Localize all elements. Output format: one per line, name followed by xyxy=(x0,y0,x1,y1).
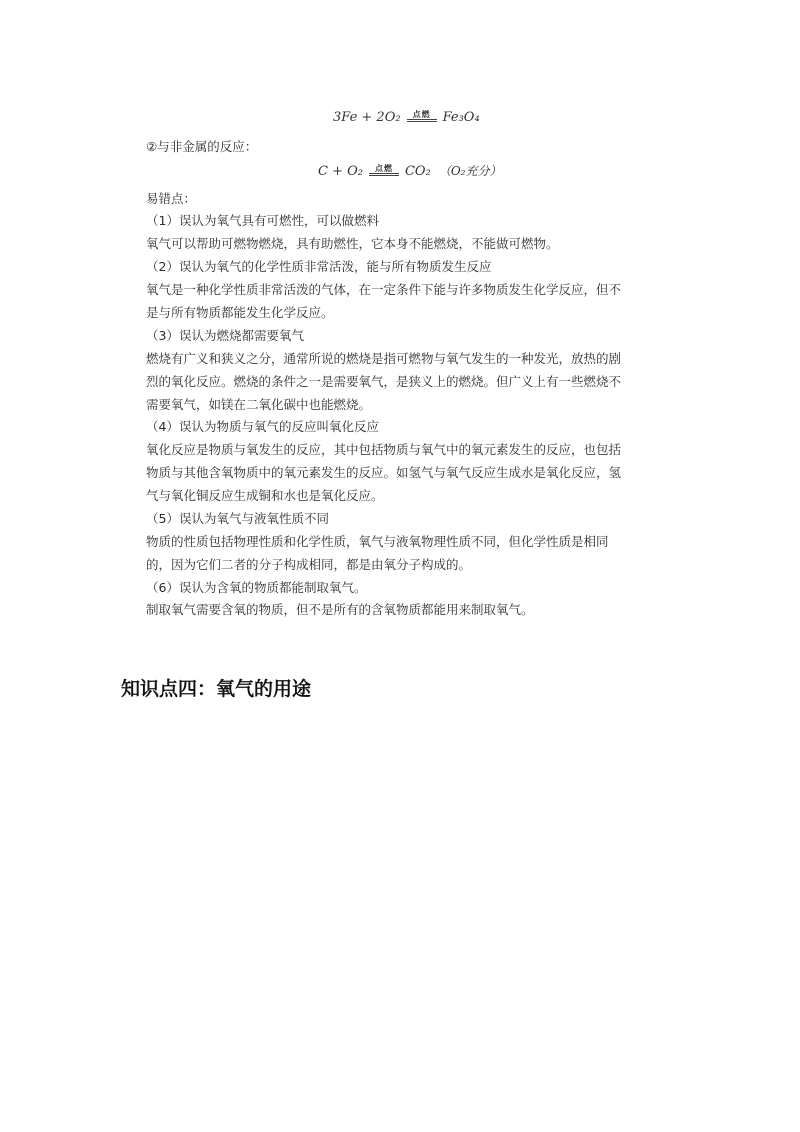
section-subtitle-nonmetal: ②与非金属的反应： xyxy=(146,139,258,154)
mistake-6-text: 制取氧气需要含氧的物质，但不是所有的含氧物质都能用来制取氧气。 xyxy=(146,602,534,617)
condition-label: 点燃 xyxy=(374,164,393,173)
mistake-6-title: （6）误认为含氧的物质都能制取氧气。 xyxy=(146,580,367,595)
equation-carbon-oxygen xyxy=(318,162,501,179)
mistake-5-text: 的，因为它们二者的分子构成相同，都是由氧分子构成的。 xyxy=(146,557,472,572)
equation-note: （O₂充分） xyxy=(438,164,502,178)
reaction-condition xyxy=(407,110,437,122)
mistake-5-text: 物质的性质包括物理性质和化学性质，氧气与液氧物理性质不同，但化学性质是相同 xyxy=(146,534,609,549)
equals-line xyxy=(369,173,399,176)
reaction-condition xyxy=(369,164,399,176)
mistake-1-title: （1）误认为氧气具有可燃性，可以做燃料 xyxy=(146,213,379,228)
mistake-3-text: 燃烧有广义和狭义之分，通常所说的燃烧是指可燃物与氧气发生的一种发光，放热的剧 xyxy=(146,351,622,366)
mistake-4-text: 氧化反应是物质与氧发生的反应，其中包括物质与氧气中的氧元素发生的反应，也包括 xyxy=(146,442,622,457)
mistake-4-title: （4）误认为物质与氧气的反应叫氧化反应 xyxy=(146,419,379,434)
condition-label: 点燃 xyxy=(412,110,431,119)
mistake-2-text: 氧气是一种化学性质非常活泼的气体，在一定条件下能与许多物质发生化学反应，但不 xyxy=(146,282,622,297)
mistake-4-text: 气与氧化铜反应生成铜和水也是氧化反应。 xyxy=(146,488,384,503)
section-heading: 知识点四：氧气的用途 xyxy=(121,678,312,700)
equation-products: CO₂ xyxy=(404,164,431,179)
equation-reactants: C + O₂ xyxy=(318,164,363,179)
mistake-4-text: 物质与其他含氧物质中的氧元素发生的反应。如氢气与氧气反应生成水是氧化反应，氢 xyxy=(146,465,622,480)
mistakes-label: 易错点： xyxy=(146,191,197,206)
mistake-1-text: 氧气可以帮助可燃物燃烧，具有助燃性，它本身不能燃烧，不能做可燃物。 xyxy=(146,236,559,251)
equals-line xyxy=(407,119,437,122)
mistake-5-title: （5）误认为氧气与液氧性质不同 xyxy=(146,511,329,526)
mistake-2-text: 是与所有物质都能发生化学反应。 xyxy=(146,305,334,320)
mistake-3-text: 需要氧气，如镁在二氧化碳中也能燃烧。 xyxy=(146,397,372,412)
equation-reactants: 3Fe + 2O₂ xyxy=(333,110,401,125)
equation-iron-oxygen xyxy=(333,110,480,125)
equation-products: Fe₃O₄ xyxy=(442,110,480,125)
mistake-2-title: （2）误认为氧气的化学性质非常活泼，能与所有物质发生反应 xyxy=(146,259,492,274)
mistake-3-text: 烈的氧化反应。燃烧的条件之一是需要氧气，是狭义上的燃烧。但广义上有一些燃烧不 xyxy=(146,374,622,389)
mistake-3-title: （3）误认为燃烧都需要氧气 xyxy=(146,328,304,343)
